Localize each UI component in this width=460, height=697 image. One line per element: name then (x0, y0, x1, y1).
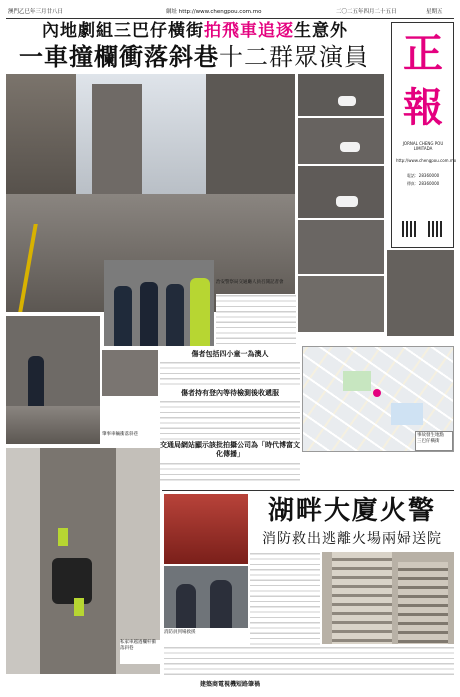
article-text-block (216, 294, 296, 344)
photo-caption: 消防員到場救援 (164, 630, 196, 635)
bottom-teaser: 建築商電視機短路肇禍 (199, 681, 260, 688)
article-text-block (160, 462, 300, 484)
masthead-phone: 電話：28360000 (406, 173, 440, 178)
date-strip (6, 6, 454, 19)
article-text-block (250, 552, 320, 648)
weekday: 星期五 (426, 9, 443, 15)
firefighters-photo (164, 566, 248, 628)
thumbnail-photo (298, 74, 384, 116)
thumbnail-photo (298, 220, 384, 274)
location-map[interactable] (302, 346, 454, 452)
headline-line1: 內地劇組三巴仔橫街拍飛車追逐生意外 (42, 21, 348, 41)
map-label: 三巴仔橫街 (417, 439, 440, 444)
fire-truck-photo (164, 494, 248, 564)
lakeside-building-photo (322, 552, 454, 644)
photo-caption: 肇事車輛衝落斜巷 (102, 432, 138, 437)
qr-code-icon[interactable] (428, 221, 444, 237)
thumbnail-photo (298, 118, 384, 164)
article-text-block (160, 400, 300, 440)
section-divider (162, 490, 454, 491)
article-subhead: 傷者包括四小童一為澳人 (191, 350, 269, 358)
masthead-website: http://www.chengpou.com.mo (396, 158, 457, 163)
thumbnail-photo (298, 166, 384, 218)
masthead-logo-char1: 正 (403, 30, 443, 77)
photo-caption: 私家車越過欄杆衝落斜巷 (120, 640, 160, 664)
scene-thumbnail-photo (102, 350, 158, 396)
headline-line2: 一車撞欄衝落斜巷十二群眾演員 (19, 42, 369, 71)
article-text-block (164, 646, 454, 676)
lunar-date: 澳門乙巳年三月廿八日 (8, 9, 64, 15)
article-subhead: 交通局網站顯示該批拍攝公司為「時代博富文化傳播」 (160, 441, 300, 458)
article-subhead: 傷者持有登內等待檢測後收遞服 (181, 389, 279, 397)
headline-highlight: 拍飛車追逐 (204, 21, 294, 41)
masthead-fax: 傳真：28360000 (406, 181, 440, 186)
map-label: 事故發生地點 (417, 433, 444, 438)
map-legend (415, 431, 453, 451)
qr-code-icon[interactable] (402, 221, 418, 237)
thumbnail-photo (387, 250, 454, 336)
fire-story-headline: 湖畔大廈火警 (267, 496, 436, 526)
police-briefing-photo (104, 260, 214, 346)
map-pin-icon (373, 389, 381, 397)
accident-scene-photo (6, 316, 100, 444)
masthead-english: JORNAL CHENG POU LIMITADA (402, 141, 444, 151)
article-text-block (160, 361, 300, 387)
issue-date: 二〇二五年四月二十五日 (336, 9, 397, 15)
photo-caption: 治安警察局交通廳人員召開記者會 (216, 280, 284, 285)
fire-story-subhead: 消防救出逃離火場兩婦送院 (262, 531, 442, 547)
thumbnail-photo (298, 276, 384, 332)
masthead (391, 22, 457, 248)
website-url[interactable]: 網址 http://www.chengpou.com.mo (166, 9, 262, 15)
masthead-logo-char2: 報 (403, 84, 443, 131)
